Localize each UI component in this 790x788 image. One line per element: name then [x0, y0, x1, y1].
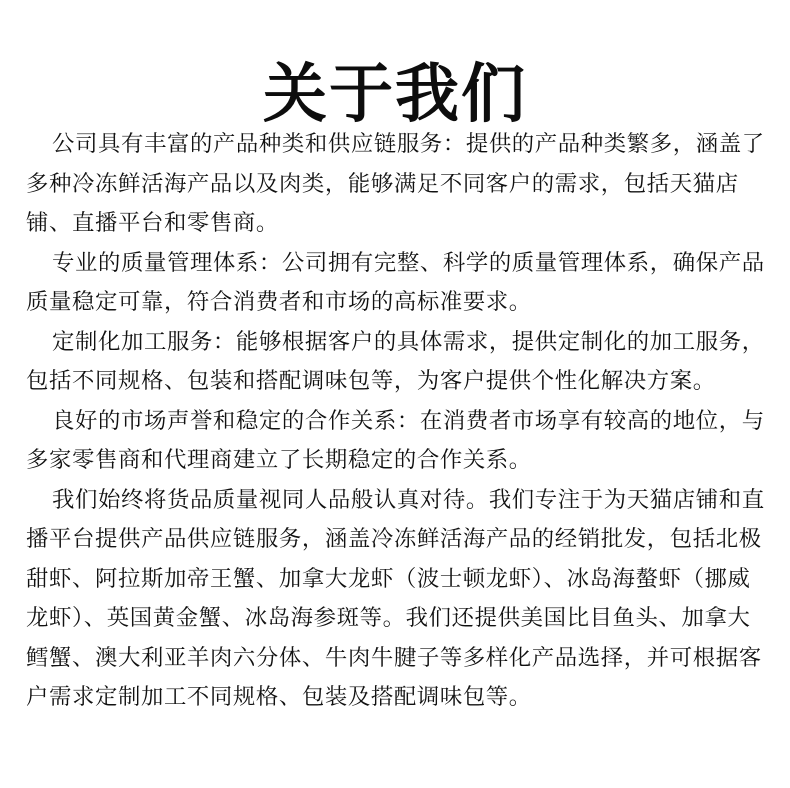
paragraph-custom-processing: 定制化加工服务：能够根据客户的具体需求，提供定制化的加工服务，包括不同规格、包装和搭配调味包等，为客户提供个性化解决方案。	[26, 328, 765, 394]
page-title: 关于我们	[263, 56, 527, 132]
paragraph-product-supply: 公司具有丰富的产品种类和供应链服务：提供的产品种类繁多，涵盖了多种冷冻鲜活海产品以及肉类，能够满足不同客户的需求，包括天猫店铺、直播平台和零售商。	[26, 131, 765, 236]
paragraph-product-details: 我们始终将货品质量视同人品般认真对待。我们专注于为天猫店铺和直播平台提供产品供应链服务，涵盖冷冻鲜活海产品的经销批发，包括北极甜虾、阿拉斯加帝王蟹、加拿大龙虾（波士顿龙虾）、冰岛海螯虾（挪威龙虾）、英国黄金蟹、冰岛海参斑等。我们还提供美国比目鱼头、加拿大鳕蟹、澳大利亚羊肉六分体、牛肉牛腱子等多样化产品选择，并可根据客户需求定制加工不同规格、包装及搭配调味包等。	[26, 486, 765, 710]
about-content	[26, 125, 772, 718]
paragraph-quality-management: 专业的质量管理体系：公司拥有完整、科学的质量管理体系，确保产品质量稳定可靠，符合消费者和市场的高标准要求。	[26, 249, 765, 315]
paragraph-market-reputation: 良好的市场声誉和稳定的合作关系：在消费者市场享有较高的地位，与多家零售商和代理商建立了长期稳定的合作关系。	[26, 407, 765, 473]
